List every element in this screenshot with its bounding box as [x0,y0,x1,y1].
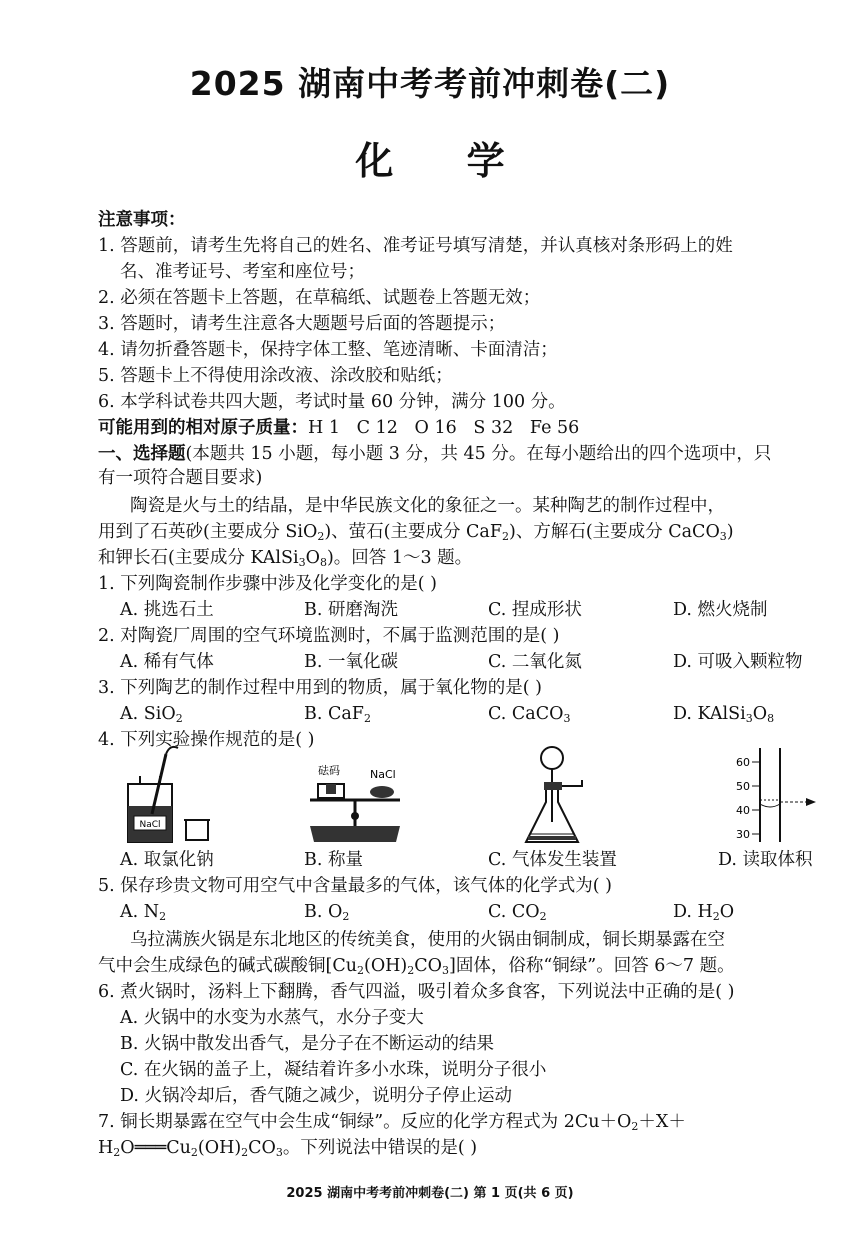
atomic-mass-values: H 1 C 12 O 16 S 32 Fe 56 [308,418,580,438]
q5-option-c: C. $CO_2$ [488,902,547,923]
q7-stem-line1: 7. 铜长期暴露在空气中会生成“铜绿”。反应的化学方程式为 $2Cu+O_2+X+$ [98,1112,686,1133]
passage1-line2: 用到了石英砂(主要成分 SiO$_2$)、萤石(主要成分 CaF$_2$)、方解石(主要成分 CaCO$_3$) [98,522,734,543]
section1-desc-cont: 有一项符合题目要求) [98,468,263,488]
q4-option-a: A. 取氯化钠 [120,850,214,870]
figure-balance [300,762,410,848]
subject-title: 化 学 [355,139,535,183]
figure-take-nacl [118,744,218,846]
q6-option-b: B. 火锅中散发出香气，是分子在不断运动的结果 [120,1034,494,1054]
tick-40: 40 [736,804,750,817]
q3-stem: 3. 下列陶艺的制作过程中用到的物质，属于氧化物的是( ) [98,678,542,698]
notice-item-2: 2. 必须在答题卡上答题，在草稿纸、试题卷上答题无效； [98,288,541,308]
q1-stem: 1. 下列陶瓷制作步骤中涉及化学变化的是( ) [98,574,437,594]
q6-option-c: C. 在火锅的盖子上，凝结着许多小水珠，说明分子很小 [120,1060,547,1080]
q6-stem: 6. 煮火锅时，汤料上下翻腾，香气四溢，吸引着众多食客，下列说法中正确的是( ) [98,982,735,1002]
notice-item-4: 4. 请勿折叠答题卡，保持字体工整、笔迹清晰、卡面清洁； [98,340,558,360]
q3-option-b: B. CaF$_2$ [304,704,371,725]
q2-option-c: C. 二氧化氮 [488,652,582,672]
tick-60: 60 [736,756,750,769]
q1-option-b: B. 研磨淘洗 [304,600,398,620]
q5-option-b: B. $O_2$ [304,902,350,923]
fig-b-nacl-label: NaCl [370,768,396,781]
exam-title: 2025 湖南中考考前冲刺卷(二) [189,64,671,103]
tick-30: 30 [736,828,750,841]
q4-stem: 4. 下列实验操作规范的是( ) [98,730,315,750]
section1-desc: (本题共 15 小题，每小题 3 分，共 45 分。在每小题给出的四个选项中，只 [185,444,772,464]
passage1-line3: 和钾长石(主要成分 $KAlSi_3O_8$)。回答 1～3 题。 [98,548,473,569]
q7-stem-line2: $H_2O═══Cu_2(OH)_2CO_3$。下列说法中错误的是( ) [98,1138,478,1159]
passage2-line1: 乌拉满族火锅是东北地区的传统美食，使用的火锅由铜制成，铜长期暴露在空 [130,930,725,950]
fig-b-weight-label: 砝码 [318,764,340,777]
notice-item-1-cont: 名、准考证号、考室和座位号； [120,262,365,282]
passage1-line1: 陶瓷是火与土的结晶，是中华民族文化的象征之一。某种陶艺的制作过程中， [130,496,725,516]
fig-a-label: NaCl [139,820,161,830]
q1-option-c: C. 捏成形状 [488,600,582,620]
q3-option-a: A. SiO$_2$ [120,704,183,725]
atomic-mass-label: 可能用到的相对原子质量： [98,418,308,438]
q4-option-b: B. 称量 [304,850,363,870]
q5-stem: 5. 保存珍贵文物可用空气中含量最多的气体，该气体的化学式为( ) [98,876,612,896]
page-footer: 2025 湖南中考考前冲刺卷(二) 第 1 页(共 6 页) [286,1186,574,1201]
q4-option-c: C. 气体发生装置 [488,850,617,870]
q6-option-a: A. 火锅中的水变为水蒸气，水分子变大 [120,1008,424,1028]
figure-measuring-cylinder [720,744,820,848]
tick-50: 50 [736,780,750,793]
q2-option-b: B. 一氧化碳 [304,652,398,672]
q3-option-c: C. CaCO$_3$ [488,704,571,725]
notice-item-5: 5. 答题卡上不得使用涂改液、涂改胶和贴纸； [98,366,453,386]
section1-line1 [98,442,771,466]
q1-option-d: D. 燃火烧制 [673,600,768,620]
notice-item-1: 1. 答题前，请考生先将自己的姓名、准考证号填写清楚，并认真核对条形码上的姓 [98,236,733,256]
notice-item-6: 6. 本学科试卷共四大题，考试时量 60 分钟，满分 100 分。 [98,392,566,412]
eye-icon [806,798,816,806]
q2-option-a: A. 稀有气体 [120,652,214,672]
q2-option-d: D. 可吸入颗粒物 [673,652,803,672]
notice-item-3: 3. 答题时，请考生注意各大题题号后面的答题提示； [98,314,506,334]
q4-option-d: D. 读取体积 [718,850,813,870]
atomic-mass-line [98,416,579,440]
figure-gas-generator [520,744,600,848]
notice-heading: 注意事项： [98,210,186,230]
q3-option-d: D. $KAlSi_3O_8$ [673,704,775,725]
section1-heading: 一、选择题 [98,444,186,464]
passage2-line2: 气中会生成绿色的碱式碳酸铜$[Cu_2(OH)_2CO_3]$固体，俗称“铜绿”。回答 6～7 题。 [98,956,735,977]
q1-option-a: A. 挑选石土 [120,600,214,620]
q2-stem: 2. 对陶瓷厂周围的空气环境监测时，不属于监测范围的是( ) [98,626,560,646]
q5-option-d: D. $H_2O$ [673,902,735,923]
q5-option-a: A. $N_2$ [120,902,167,923]
q6-option-d: D. 火锅冷却后，香气随之减少，说明分子停止运动 [120,1086,513,1106]
